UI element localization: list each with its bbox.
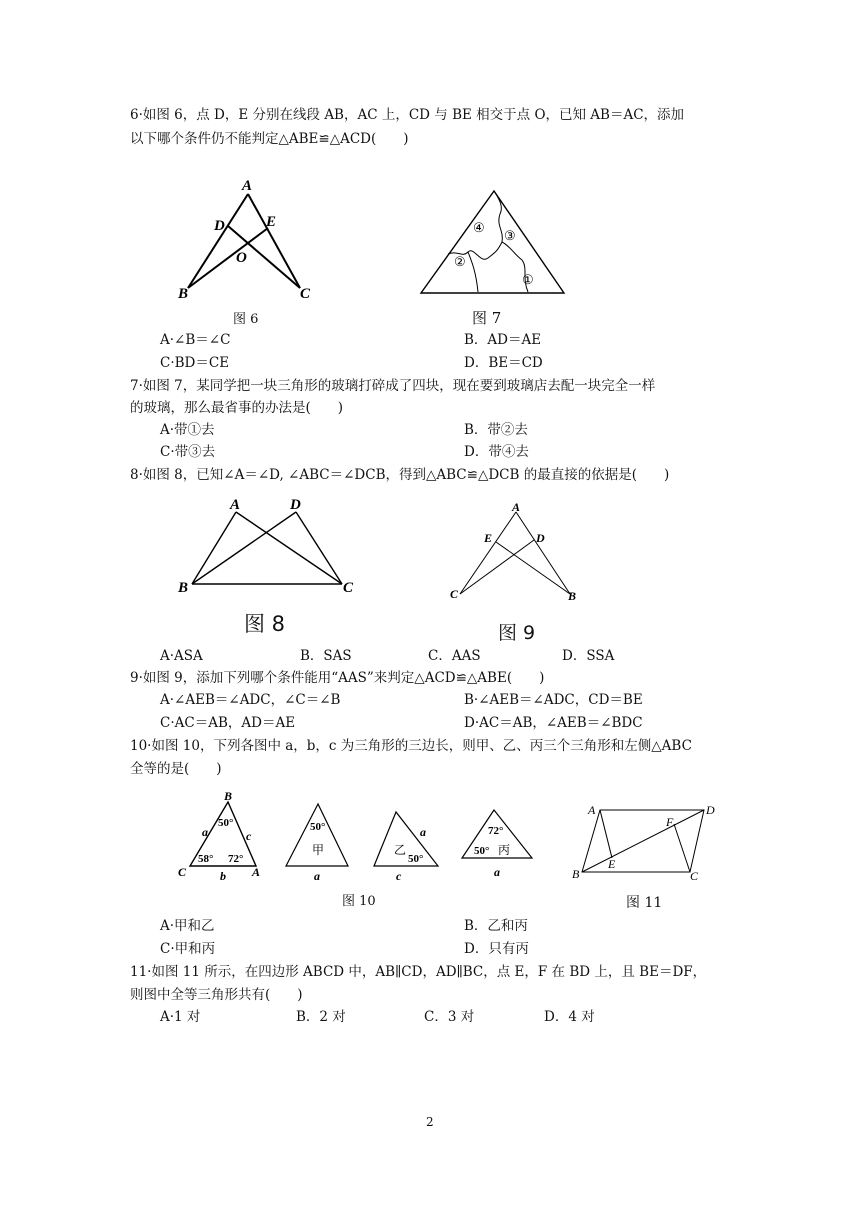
figure-6 (170, 176, 320, 306)
fig10-yi-angle: 50° (408, 853, 424, 865)
q9-text-line1: 9·如图 9，添加下列哪个条件能用“AAS”来判定△ACD≌△ABE( ) (130, 670, 545, 686)
fig10-abc-label-c: C (178, 865, 187, 879)
fig10-abc-label-b: B (224, 789, 233, 803)
figure-11 (566, 796, 726, 886)
q9-option-c[interactable]: C·AC＝AB，AD＝AE (160, 715, 296, 731)
fig7-piece-2: ② (454, 254, 466, 269)
fig8-side-bd (192, 512, 296, 584)
q11-text-line2: 则图中全等三角形共有( ) (130, 987, 303, 1003)
q6-option-a[interactable]: A·∠B＝∠C (160, 332, 231, 348)
fig11-diagonal-bd (582, 810, 704, 872)
fig6-side-ac (248, 194, 300, 288)
q10-option-d[interactable]: D．只有丙 (464, 941, 529, 957)
fig10-bing-side-a: a (494, 865, 500, 879)
fig10-abc-angle-a: 72° (228, 853, 244, 865)
q7-option-a[interactable]: A·带①去 (160, 422, 215, 438)
fig10-jia-angle: 50° (310, 821, 326, 833)
fig7-piece-3: ③ (504, 228, 516, 243)
fig6-label-o: O (236, 250, 247, 266)
fig10-yi-side-a: a (420, 825, 426, 839)
q6-option-c[interactable]: C·BD＝CE (160, 355, 230, 371)
q10-option-b[interactable]: B．乙和丙 (464, 918, 528, 934)
q8-option-a[interactable]: A·ASA (160, 648, 203, 664)
fig7-caption: 图 7 (472, 309, 502, 327)
q6-text-line1: 6·如图 6，点 D，E 分别在线段 AB，AC 上，CD 与 BE 相交于点 O，已知 AB＝AC，添加 (130, 107, 685, 123)
fig8-label-a: A (230, 497, 241, 513)
fig8-side-dc (296, 512, 342, 584)
q10-option-c[interactable]: C·甲和丙 (160, 941, 216, 957)
q7-text-line1: 7·如图 7，某同学把一块三角形的玻璃打碎成了四块，现在要到玻璃店去配一块完全一样 (130, 378, 656, 394)
fig9-label-e: E (484, 531, 493, 545)
fig10-abc-side-c: c (246, 829, 252, 843)
fig11-segment-ae (600, 810, 612, 858)
q6-option-b[interactable]: B．AD＝AE (464, 332, 542, 348)
fig11-label-d: D (706, 803, 715, 817)
q11-option-b[interactable]: B．2 对 (296, 1009, 346, 1025)
figure-8 (170, 494, 360, 598)
q7-option-b[interactable]: B．带②去 (464, 422, 528, 438)
fig10-jia-side-a: a (314, 869, 320, 883)
q11-text-line1: 11·如图 11 所示，在四边形 ABCD 中，AB∥CD，AD∥BC，点 E，F 在 BD 上，且 BE＝DF， (130, 964, 707, 980)
fig10-bing-angle-top: 72° (488, 825, 504, 837)
fig11-label-a: A (588, 803, 596, 817)
fig10-yi-side-c: c (396, 869, 402, 883)
page-number: 2 (426, 1115, 434, 1129)
q10-option-a[interactable]: A·甲和乙 (160, 918, 215, 934)
q6-text-line2: 以下哪个条件仍不能判定△ABE≌△ACD( ) (130, 131, 409, 147)
q10-text-line2: 全等的是( ) (130, 761, 222, 777)
figure-10-abc (172, 786, 272, 886)
q8-text-line1: 8·如图 8，已知∠A＝∠D, ∠ABC＝∠DCB，得到△ABC≌△DCB 的最直接的依据是( ) (130, 467, 670, 483)
fig6-side-ab (188, 194, 248, 288)
fig11-label-b: B (572, 867, 580, 881)
q10-text-line1: 10·如图 10，下列各图中 a，b，c 为三角形的三边长，则甲、乙、丙三个三角形和左侧△ABC (130, 738, 692, 754)
fig7-piece-4: ④ (473, 220, 485, 235)
fig6-caption: 图 6 (233, 312, 259, 327)
q9-option-b[interactable]: B·∠AEB＝∠ADC，CD＝BE (464, 692, 643, 708)
fig10-abc-label-a: A (252, 865, 261, 879)
fig8-label-b: B (178, 580, 189, 596)
q9-option-a[interactable]: A·∠AEB＝∠ADC，∠C＝∠B (160, 692, 341, 708)
fig11-caption: 图 11 (626, 895, 663, 911)
fig9-segment-be (496, 542, 570, 594)
figure-7 (418, 188, 568, 300)
fig10-abc-side-b: b (220, 869, 226, 883)
fig10-jia-name: 甲 (312, 843, 325, 857)
q9-option-d[interactable]: D·AC＝AB，∠AEB＝∠BDC (464, 715, 643, 731)
fig8-caption: 图 8 (244, 612, 286, 636)
fig10-yi-name: 乙 (394, 843, 407, 857)
figure-9 (446, 498, 586, 608)
fig6-label-a: A (242, 178, 253, 194)
fig8-label-d: D (290, 497, 301, 513)
fig10-bing-angle-left: 50° (474, 845, 490, 857)
q8-option-b[interactable]: B．SAS (300, 648, 352, 664)
fig6-segment-be (188, 228, 268, 288)
q8-option-c[interactable]: C．AAS (428, 648, 481, 664)
fig10-abc-angle-c: 58° (198, 853, 214, 865)
fig8-side-ab (192, 512, 236, 584)
fig6-label-d: D (214, 218, 225, 234)
fig9-label-b: B (568, 589, 577, 603)
fig9-side-ab (516, 512, 570, 594)
q11-option-d[interactable]: D．4 对 (544, 1009, 595, 1025)
fig11-label-c: C (690, 869, 699, 883)
fig7-piece-1: ① (522, 272, 534, 287)
fig10-abc-side-a: a (202, 825, 208, 839)
figure-10-bing (458, 806, 538, 882)
fig6-label-e: E (266, 214, 277, 230)
fig9-label-d: D (536, 531, 545, 545)
fig6-label-c: C (300, 286, 311, 302)
fig7-crack-4 (468, 252, 478, 292)
q8-option-d[interactable]: D．SSA (562, 648, 615, 664)
q11-option-a[interactable]: A·1 对 (160, 1009, 201, 1025)
q6-option-d[interactable]: D．BE＝CD (464, 355, 543, 371)
fig9-segment-cd (460, 540, 534, 594)
fig9-caption: 图 9 (498, 622, 536, 644)
fig8-side-ac (236, 512, 342, 584)
q11-option-c[interactable]: C．3 对 (424, 1009, 475, 1025)
fig6-label-b: B (178, 286, 189, 302)
fig9-label-c: C (450, 587, 459, 601)
fig11-label-e: E (608, 857, 616, 871)
q7-text-line2: 的玻璃，那么最省事的办法是( ) (130, 400, 344, 416)
q7-option-c[interactable]: C·带③去 (160, 444, 216, 460)
fig9-side-ac (460, 512, 516, 594)
fig8-label-c: C (343, 580, 354, 596)
q7-option-d[interactable]: D．带④去 (464, 444, 529, 460)
figure-10-jia (282, 800, 354, 884)
fig9-label-a: A (512, 500, 521, 514)
fig10-triangle-yi (374, 812, 438, 866)
fig7-triangle (421, 191, 564, 293)
fig10-bing-name: 丙 (498, 843, 511, 857)
figure-10-yi (370, 808, 450, 884)
fig10-abc-angle-b: 50° (218, 817, 234, 829)
fig11-segment-fc (674, 824, 690, 872)
fig10-caption: 图 10 (342, 894, 376, 909)
fig11-label-f: F (666, 815, 674, 829)
